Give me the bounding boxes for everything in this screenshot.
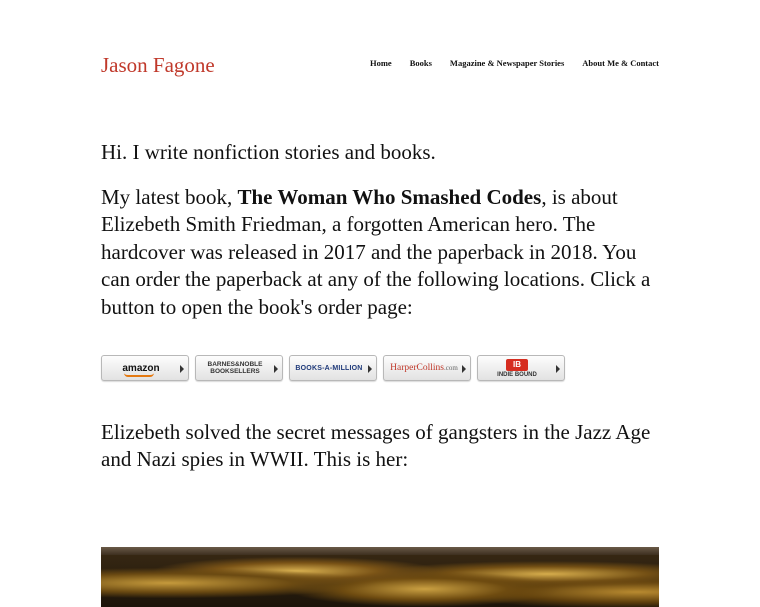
arrow-right-icon	[368, 365, 372, 373]
main-nav	[352, 58, 659, 68]
books-a-million-logo: BOOKS-A-MILLION	[295, 364, 363, 372]
amazon-button[interactable]	[101, 355, 189, 381]
nav-home[interactable]: Home	[369, 58, 392, 68]
amazon-logo: amazon	[122, 362, 160, 374]
main-content	[101, 138, 661, 321]
bn-line2: BOOKSELLERS	[210, 368, 260, 375]
nav-about-contact[interactable]: About Me & Contact	[582, 58, 659, 68]
arrow-right-icon	[180, 365, 184, 373]
barnes-noble-button[interactable]	[195, 355, 283, 381]
para-text-after: , is about Elizebeth Smith Friedman, a forgotten American hero. The hardcover was released in 2017 and the paperback in 2018. You can order the paperback at any of the following locations. Click a button to open the book's order page:	[101, 185, 651, 319]
indiebound-mark-icon: IB	[506, 359, 528, 371]
hc-suffix: .com	[444, 364, 458, 372]
books-a-million-button[interactable]	[289, 355, 377, 381]
harpercollins-button[interactable]	[383, 355, 471, 381]
hc-name: HarperCollins	[390, 363, 444, 373]
elizebeth-paragraph: Elizebeth solved the secret messages of gangsters in the Jazz Age and Nazi spies in WWII. This is her:	[101, 420, 651, 472]
arrow-right-icon	[274, 365, 278, 373]
arrow-right-icon	[462, 365, 466, 373]
harpercollins-logo	[390, 363, 458, 373]
ib-line2: BOUND	[514, 371, 537, 378]
elizebeth-photo	[101, 547, 659, 607]
nav-books[interactable]: Books	[409, 58, 432, 68]
ib-line1: INDIE	[497, 371, 514, 378]
site-title-link[interactable]: Jason Fagone	[101, 53, 215, 77]
book-title-link[interactable]: The Woman Who Smashed Codes	[237, 185, 542, 209]
bn-line1: BARNES&NOBLE	[207, 361, 263, 368]
site-header	[101, 52, 659, 82]
para-text-before: My latest book,	[101, 185, 238, 209]
barnes-noble-logo	[208, 361, 263, 375]
secondary-content	[101, 419, 661, 474]
indiebound-logo	[497, 359, 537, 378]
order-buttons	[101, 355, 565, 383]
nav-magazine-stories[interactable]: Magazine & Newspaper Stories	[449, 58, 565, 68]
indiebound-button[interactable]	[477, 355, 565, 381]
photo-top-band	[101, 547, 659, 555]
intro-text: Hi. I write nonfiction stories and books.	[101, 140, 436, 164]
arrow-right-icon	[556, 365, 560, 373]
latest-book-paragraph	[101, 184, 661, 321]
